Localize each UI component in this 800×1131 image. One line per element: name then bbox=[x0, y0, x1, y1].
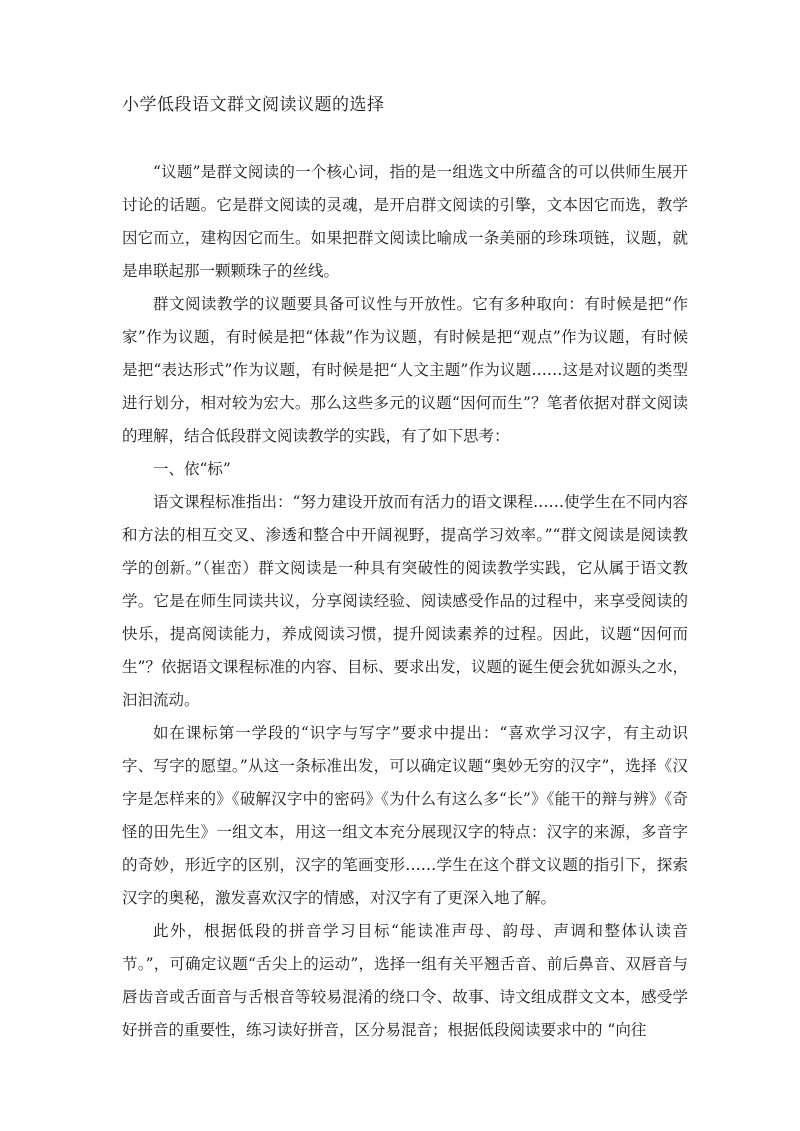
paragraph-intro: “议题”是群文阅读的一个核心词，指的是一组选文中所蕴含的可以供师生展开讨论的话题。它是群文阅读的灵魂，是开启群文阅读的引擎，文本因它而选，教学因它而立，建构因它而生。如果把群文阅读比喻成一条美丽的珍珠项链，议题，就是串联起那一颗颗珠子的丝线。 bbox=[122, 163, 688, 280]
section-heading-1: 一、依“标” bbox=[153, 460, 231, 478]
paragraph-curriculum-standard: 语文课程标准指出：“努力建设开放而有活力的语文课程……使学生在不同内容和方法的相互交叉、渗透和整合中开阔视野，提高学习效率。”“群文阅读是阅读教学的创新。”（崔峦）群文阅读是一种具有突破性的阅读教学实践，它从属于语文教学。它是在师生同读共议，分享阅读经验、阅读感受作品的过程中，来享受阅读的快乐，提高阅读能力，养成阅读习惯，提升阅读素养的过程。因此，议题“因何而生”？依据语文课程标准的内容、目标、要求出发，议题的诞生便会犹如源头之水，汩汩流动。 bbox=[122, 493, 688, 709]
paragraph-topic-types: 群文阅读教学的议题要具备可议性与开放性。它有多种取向：有时候是把“作家”作为议题，有时候是把“体裁”作为议题，有时候是把“观点”作为议题，有时候是把“表达形式”作为议题，有时候是把“人文主题”作为议题……这是对议题的类型进行划分，相对较为宏大。那么这些多元的议题“因何而生”？笔者依据对群文阅读的理解，结合低段群文阅读教学的实践，有了如下思考： bbox=[122, 295, 688, 445]
paragraph-pinyin: 此外，根据低段的拼音学习目标“能读准声母、韵母、声调和整体认读音节。”，可确定议题“舌尖上的运动”，选择一组有关平翘舌音、前后鼻音、双唇音与唇齿音或舌面音与舌根音等较易混淆的绕口令、故事、诗文组成群文文本，感受学好拼音的重要性，练习读好拼音，区分易混音；根据低段阅读要求中的 “向往 bbox=[122, 922, 688, 1039]
paragraph-chinese-characters: 如在课标第一学段的“识字与写字”要求中提出：“喜欢学习汉字，有主动识字、写字的愿望。”从这一条标准出发，可以确定议题“奥妙无穷的汉字”，选择《汉字是怎样来的》《破解汉字中的密码》《为什么有这么多“长”》《能干的辩与辨》《奇怪的田先生》一组文本，用这一组文本充分展现汉字的特点：汉字的来源，多音字的奇妙，形近字的区别，汉字的笔画变形……学生在这个群文议题的指引下，探索汉字的奥秘，激发喜欢汉字的情感，对汉字有了更深入地了解。 bbox=[122, 724, 688, 907]
document-title: 小学低段语文群文阅读议题的选择 bbox=[122, 95, 385, 115]
